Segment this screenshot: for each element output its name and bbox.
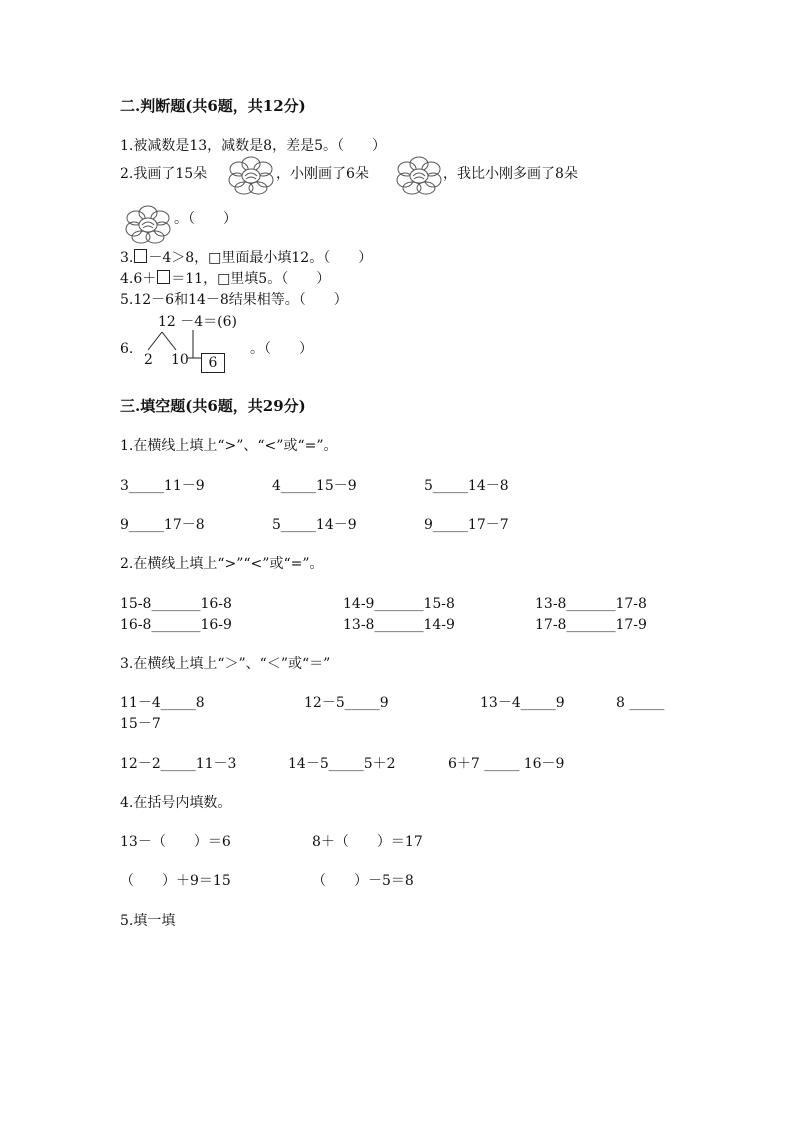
fill-q3-item: 6＋7 _____ 16－9	[448, 756, 565, 772]
fill-question-5-title: 5.填一填	[120, 913, 176, 929]
judge-question-4	[120, 270, 330, 288]
judge-question-1: 1.被减数是13，减数是8，差是5。（ ）	[120, 138, 386, 154]
question-4-text: ＝11，□里填5。（ ）	[171, 271, 331, 287]
judge-question-2-part2: ，小刚画了6朵	[276, 166, 369, 182]
fill-q2-item: 15-8_______16-8	[120, 596, 232, 612]
flower-icon	[124, 205, 172, 245]
answer-box	[157, 270, 170, 284]
q6-tail: 。（ ）	[250, 341, 313, 357]
fill-question-3-title: 3.在横线上填上“＞”、“＜”或“＝”	[120, 656, 331, 672]
fill-question-4-title: 4.在括号内填数。	[120, 795, 232, 811]
section-2-heading: 二.判断题(共6题，共12分)	[120, 97, 306, 115]
q6-right-part: 10	[171, 352, 189, 368]
fill-q3-item: 13－4_____9	[480, 695, 565, 711]
fill-q1-item: 3_____11－9	[120, 478, 205, 494]
fill-q3-item: 8 _____	[616, 695, 665, 711]
fill-question-1-title: 1.在横线上填上“>”、“<”或“=”。	[120, 438, 338, 454]
fill-q4-item: 8＋（ ）＝17	[312, 834, 423, 850]
fill-q2-item: 13-8_______17-8	[535, 596, 647, 612]
q6-equation: 12 －4＝(6)	[158, 314, 238, 330]
fill-q4-item: （ ）－5＝8	[312, 873, 414, 889]
fill-q2-item: 13-8_______14-9	[343, 617, 455, 633]
fill-q3-item: 12－5_____9	[304, 695, 389, 711]
section-3-heading: 三.填空题(共6题，共29分)	[120, 397, 306, 415]
fill-q1-item: 5_____14－8	[424, 478, 509, 494]
fill-q3-item: 14－5_____5＋2	[288, 756, 396, 772]
fill-q3-item-wrap: 15－7	[120, 716, 161, 732]
fill-q4-item: （ ）＋9＝15	[120, 873, 231, 889]
judge-question-2-part4: 。（ ）	[174, 211, 237, 227]
fill-q2-item: 17-8_______17-9	[535, 617, 647, 633]
fill-question-2-title: 2.在横线上填上“>”“<”或“=”。	[120, 556, 324, 572]
q6-left-part: 2	[144, 352, 153, 368]
judge-question-5: 5.12－6和14－8结果相等。（ ）	[120, 292, 348, 308]
fill-q3-item: 11－4_____8	[120, 695, 205, 711]
flower-icon	[396, 156, 442, 196]
q6-number: 6.	[120, 341, 134, 357]
q6-boxed-result: 6	[201, 353, 225, 373]
judge-question-2-part1: 2.我画了15朵	[120, 166, 208, 182]
fill-q3-item: 12－2_____11－3	[120, 756, 237, 772]
fill-q4-item: 13－（ ）＝6	[120, 834, 231, 850]
fill-q2-item: 16-8_______16-9	[120, 617, 232, 633]
question-4-prefix: 4.6＋	[120, 271, 157, 287]
fill-q1-item: 5_____14－9	[272, 517, 357, 533]
fill-q1-item: 9_____17－8	[120, 517, 205, 533]
judge-question-2-part3: ，我比小刚多画了8朵	[443, 166, 578, 182]
question-3-number: 3.	[120, 250, 134, 266]
fill-q1-item: 9_____17－7	[424, 517, 509, 533]
question-3-text: －4＞8，□里面最小填12。（ ）	[148, 250, 373, 266]
judge-question-3	[120, 249, 372, 267]
fill-q1-item: 4_____15－9	[272, 478, 357, 494]
fill-q2-item: 14-9_______15-8	[343, 596, 455, 612]
flower-icon	[228, 156, 274, 196]
answer-box	[134, 249, 147, 263]
